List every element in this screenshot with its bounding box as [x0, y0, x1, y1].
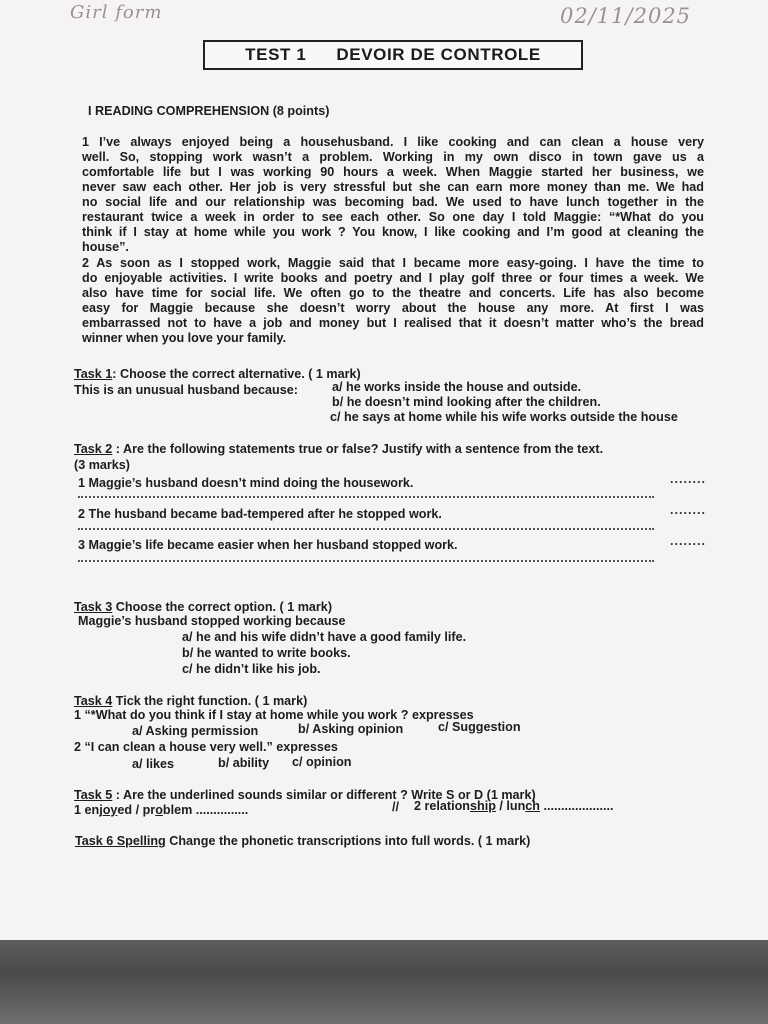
passage-line: no social life and our relationship was becoming bad. We used to have lunch together in the — [82, 195, 704, 209]
task6-heading — [75, 834, 530, 849]
task5-item2-text: / lun — [495, 799, 526, 813]
task2-statement-2: 2 The husband became bad-tempered after he stopped work. — [78, 507, 442, 521]
task2-statement-1: 1 Maggie’s husband doesn’t mind doing the housework. — [78, 476, 414, 490]
passage-line: also have time for social life. We often go to the theatre and concerts. Life has also become — [82, 286, 704, 300]
task6-instruction: Change the phonetic transcriptions into full words. ( 1 mark) — [165, 834, 531, 848]
task5-item-2 — [414, 799, 613, 814]
task4-heading — [74, 694, 307, 709]
passage-line: never saw each other. Her job is very stressful but she can earn more money than me. We had — [82, 180, 704, 194]
test-label: TEST 1 — [245, 45, 307, 64]
task4-q2-option-b: b/ ability — [218, 756, 270, 770]
task5-item1-text: ed / pr — [117, 803, 156, 817]
handwritten-name: Girl form — [70, 2, 163, 23]
passage-line: house”. — [82, 240, 129, 254]
task2-justify-line-1[interactable] — [78, 496, 654, 498]
task4-question-2: 2 “I can clean a house very well.” expresses — [74, 740, 338, 754]
task6-label: Task 6 Spelling — [75, 834, 166, 848]
task5-item2-sound-a: ship — [470, 799, 496, 813]
task3-stem: Maggie’s husband stopped working because — [78, 614, 346, 628]
task5-instruction: : Are the underlined sounds similar or different ? Write S or D (1 mark) — [112, 788, 536, 802]
task4-q2-option-a: a/ likes — [132, 757, 175, 771]
task1-label: Task 1 — [74, 367, 113, 381]
passage-line: 2 As soon as I stopped work, Maggie said that I became more easy-going. I have the time to — [82, 256, 704, 270]
task4-q2-option-c: c/ opinion — [292, 755, 352, 769]
task1-instruction: : Choose the correct alternative. ( 1 mark) — [112, 367, 361, 381]
task2-answer-3[interactable]: ........ — [670, 534, 706, 548]
task2-answer-1[interactable]: ........ — [670, 472, 706, 486]
task1-stem: This is an unusual husband because: — [74, 383, 298, 397]
task3-option-a: a/ he and his wife didn’t have a good family life. — [182, 630, 467, 644]
task5-item1-answer[interactable]: blem ............... — [162, 803, 249, 817]
task3-instruction: Choose the correct option. ( 1 mark) — [112, 600, 333, 614]
passage-line: think if I stay at home while you work ? You know, I like cooking and I’m good at cleaning the — [82, 225, 704, 239]
task5-item1-text: 1 enj — [74, 803, 103, 817]
task1-heading — [74, 367, 361, 382]
task2-answer-2[interactable]: ........ — [670, 503, 706, 517]
passage-line: do enjoyable activities. I write books and poetry and I play golf three or four times a week. We — [82, 271, 704, 285]
task2-justify-line-3[interactable] — [78, 560, 654, 562]
task2-statement-3: 3 Maggie’s life became easier when her husband stopped work. — [78, 538, 458, 552]
task3-label: Task 3 — [74, 600, 113, 614]
task5-item-1 — [74, 803, 248, 818]
task2-marks: (3 marks) — [74, 458, 131, 472]
page-title: DEVOIR DE CONTROLE — [336, 45, 541, 64]
task5-item2-text: 2 relation — [414, 799, 470, 813]
task2-label: Task 2 — [74, 442, 113, 456]
passage-line: embarrassed not to have a job and money but I realised that it doesn’t matter who’s the bread — [82, 316, 704, 330]
task5-label: Task 5 — [74, 788, 113, 802]
passage-line: 1 I’ve always enjoyed being a househusband. I like cooking and can clean a house very — [82, 135, 704, 149]
task1-option-a: a/ he works inside the house and outside. — [332, 380, 582, 394]
task3-heading — [74, 600, 332, 615]
task2-heading — [74, 442, 603, 457]
task5-separator: // — [392, 800, 399, 814]
task4-q1-option-b: b/ Asking opinion — [298, 722, 404, 736]
task2-justify-line-2[interactable] — [78, 528, 654, 530]
passage-line: well. So, stopping work wasn’t a problem. Working in my own disco in town gave us a — [82, 150, 704, 164]
task1-option-b: b/ he doesn’t mind looking after the children. — [332, 395, 601, 409]
task4-q1-option-c: c/ Suggestion — [438, 720, 521, 734]
task4-q1-option-a: a/ Asking permission — [132, 724, 259, 738]
task5-item2-sound-b: ch — [525, 799, 540, 813]
task1-option-c: c/ he says at home while his wife works outside the house — [330, 410, 678, 424]
passage-line: restaurant twice a week in order to see each other. So one day I told Maggie: “*What do you — [82, 210, 704, 224]
handwritten-date: 02/11/2025 — [560, 4, 692, 28]
task4-question-1: 1 “*What do you think if I stay at home while you work ? expresses — [74, 708, 474, 722]
task4-instruction: Tick the right function. ( 1 mark) — [112, 694, 308, 708]
task2-instruction: : Are the following statements true or false? Justify with a sentence from the text. — [112, 442, 604, 456]
scanner-shadow — [0, 940, 768, 1024]
passage-line: easy for Maggie because she doesn’t worry about the house any more. At first I was — [82, 301, 704, 315]
task5-item2-answer[interactable]: .................... — [539, 799, 614, 813]
task4-label: Task 4 — [74, 694, 113, 708]
section-heading: I READING COMPREHENSION (8 points) — [88, 104, 330, 118]
task5-item1-sound-a: oy — [102, 803, 118, 817]
task3-option-c: c/ he didn’t like his job. — [182, 662, 321, 676]
passage-line: winner when you love your family. — [82, 331, 287, 345]
passage-line: comfortable life but I was working 90 hours a week. When Maggie started her business, we — [82, 165, 704, 179]
task5-item1-sound-b: o — [155, 803, 163, 817]
task3-option-b: b/ he wanted to write books. — [182, 646, 351, 660]
